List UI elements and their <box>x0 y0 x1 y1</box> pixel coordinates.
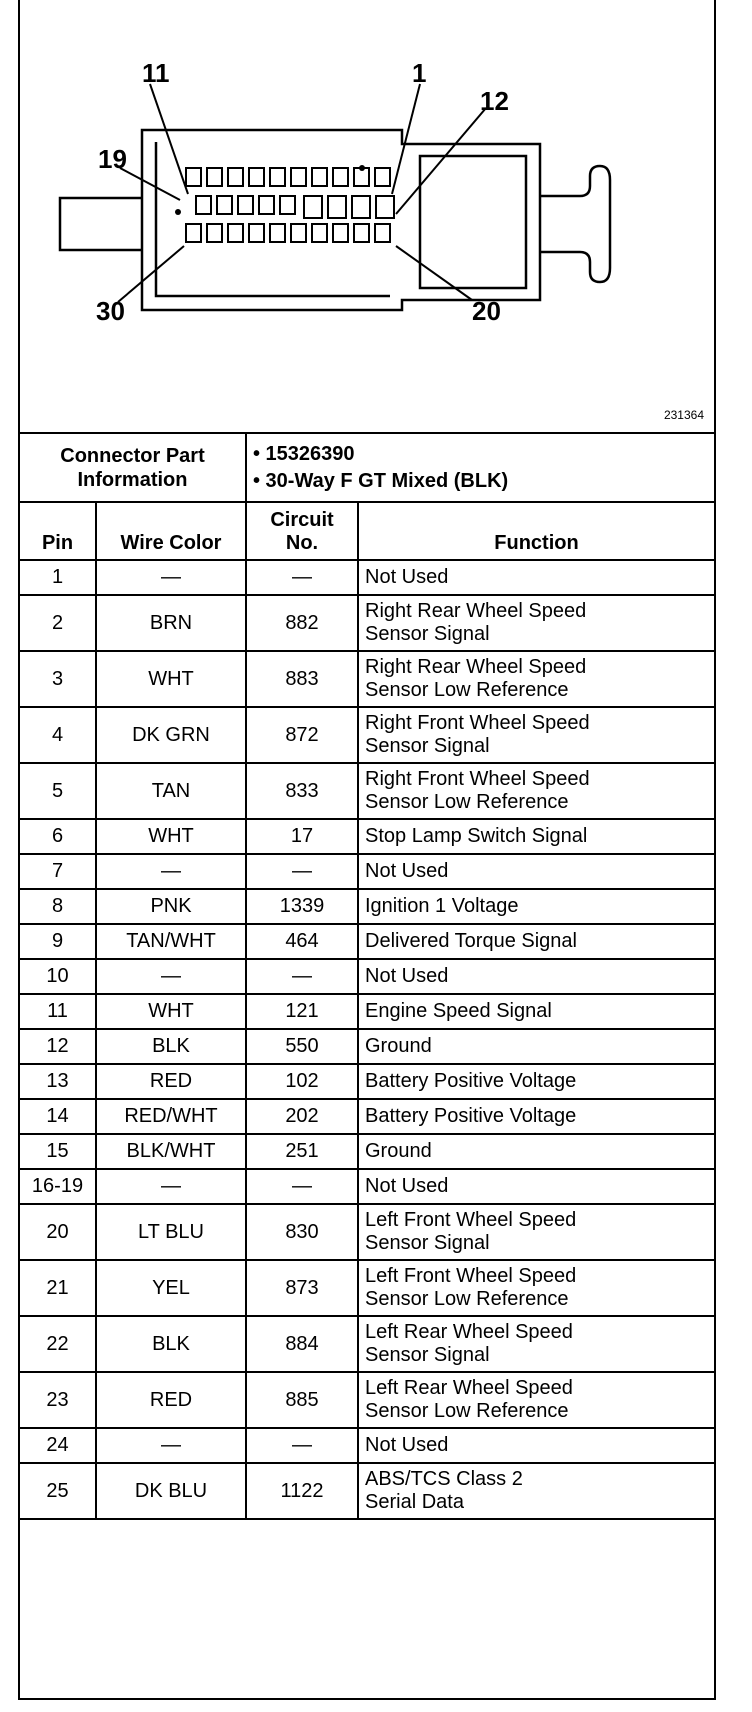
callout-leader-1 <box>392 84 420 194</box>
table-row <box>20 651 714 707</box>
pin-cell: 4 <box>20 707 96 763</box>
function-line: ABS/TCS Class 2 <box>365 1468 523 1490</box>
table-row <box>20 1064 714 1099</box>
pinout-table <box>20 434 714 1520</box>
function-cell <box>358 819 714 854</box>
circuit-cell: 17 <box>246 819 358 854</box>
wire-color-cell: TAN <box>96 763 246 819</box>
connector-diagram <box>20 0 714 434</box>
pin-cavity <box>333 168 348 186</box>
callout-label-12: 12 <box>480 86 509 116</box>
circuit-cell: 830 <box>246 1204 358 1260</box>
circuit-cell: 882 <box>246 595 358 651</box>
function-line: Battery Positive Voltage <box>365 1070 577 1092</box>
pin-cell: 22 <box>20 1316 96 1372</box>
pin-cavity <box>217 196 232 214</box>
function-cell <box>358 889 714 924</box>
function-cell <box>358 651 714 707</box>
wire-color-cell: WHT <box>96 994 246 1029</box>
function-cell <box>358 1372 714 1428</box>
function-cell <box>358 1169 714 1204</box>
table-row <box>20 994 714 1029</box>
table-row <box>20 959 714 994</box>
table-row <box>20 1463 714 1519</box>
pin-cavity <box>375 168 390 186</box>
callout-label-19: 19 <box>98 144 127 174</box>
circuit-cell: 833 <box>246 763 358 819</box>
pin-cell: 5 <box>20 763 96 819</box>
table-row <box>20 595 714 651</box>
header-wire-color: Wire Color <box>96 502 246 560</box>
function-line: Not Used <box>365 1175 449 1197</box>
circuit-cell: 1339 <box>246 889 358 924</box>
function-line: Sensor Low Reference <box>365 679 569 701</box>
wire-color-cell: BLK/WHT <box>96 1134 246 1169</box>
pin-cavity <box>352 196 370 218</box>
wire-color-cell: RED <box>96 1372 246 1428</box>
table-row <box>20 1204 714 1260</box>
connector-left-tab <box>60 198 142 250</box>
wire-color-cell: BLK <box>96 1316 246 1372</box>
callout-leader-19 <box>120 168 180 200</box>
pin-1-marker <box>359 165 365 171</box>
connector-sheet <box>18 0 716 1700</box>
pin-cavity <box>186 224 201 242</box>
circuit-cell: 883 <box>246 651 358 707</box>
wire-color-cell: PNK <box>96 889 246 924</box>
callout-label-30: 30 <box>96 296 125 326</box>
wire-color-cell: DK BLU <box>96 1463 246 1519</box>
pin-cavity <box>228 168 243 186</box>
function-line: Left Rear Wheel Speed <box>365 1321 573 1343</box>
wire-color-cell: — <box>96 1169 246 1204</box>
table-row <box>20 1316 714 1372</box>
function-line: Battery Positive Voltage <box>365 1105 577 1127</box>
wire-color-cell: TAN/WHT <box>96 924 246 959</box>
pin-cavity <box>270 168 285 186</box>
table-row <box>20 854 714 889</box>
pin-cell: 23 <box>20 1372 96 1428</box>
pin-cavity <box>249 224 264 242</box>
function-line: Right Front Wheel Speed <box>365 712 590 734</box>
pin-cavity <box>333 224 348 242</box>
function-line: Serial Data <box>365 1491 464 1513</box>
pin-cell: 2 <box>20 595 96 651</box>
circuit-cell: — <box>246 560 358 595</box>
header-circuit-no <box>246 502 358 560</box>
function-cell <box>358 994 714 1029</box>
pin-cavity <box>270 224 285 242</box>
function-line: Not Used <box>365 566 449 588</box>
pin-cavity <box>186 168 201 186</box>
pin-cavity <box>354 224 369 242</box>
circuit-cell: 872 <box>246 707 358 763</box>
function-line: Ground <box>365 1035 432 1057</box>
circuit-cell: 251 <box>246 1134 358 1169</box>
wire-color-cell: — <box>96 959 246 994</box>
callout-label-1: 1 <box>412 58 427 88</box>
pin-cell: 24 <box>20 1428 96 1463</box>
table-row <box>20 763 714 819</box>
function-cell <box>358 763 714 819</box>
wire-color-cell: WHT <box>96 651 246 707</box>
function-cell <box>358 924 714 959</box>
callout-label-20: 20 <box>472 296 501 326</box>
table-row <box>20 819 714 854</box>
pin-cavity <box>238 196 253 214</box>
function-cell <box>358 1064 714 1099</box>
function-cell <box>358 1204 714 1260</box>
table-row <box>20 1428 714 1463</box>
connector-info-values <box>246 434 714 502</box>
pin-cavity <box>375 224 390 242</box>
function-cell <box>358 1316 714 1372</box>
function-line: Left Front Wheel Speed <box>365 1209 577 1231</box>
pin-cavity <box>196 196 211 214</box>
circuit-cell: 121 <box>246 994 358 1029</box>
pin-cell: 1 <box>20 560 96 595</box>
circuit-cell: — <box>246 854 358 889</box>
table-row <box>20 1029 714 1064</box>
circuit-cell: 464 <box>246 924 358 959</box>
header-pin: Pin <box>20 502 96 560</box>
function-line: Sensor Low Reference <box>365 791 569 813</box>
function-line: Sensor Signal <box>365 1232 490 1254</box>
wire-color-cell: RED <box>96 1064 246 1099</box>
pin-cell: 13 <box>20 1064 96 1099</box>
function-cell <box>358 1134 714 1169</box>
pin-cavity <box>291 168 306 186</box>
pin-cell: 7 <box>20 854 96 889</box>
wire-color-cell: — <box>96 560 246 595</box>
circuit-cell: — <box>246 959 358 994</box>
function-line: Left Rear Wheel Speed <box>365 1377 573 1399</box>
pin-cavity <box>291 224 306 242</box>
callout-leader-30 <box>118 246 184 302</box>
connector-description: • 30-Way F GT Mixed (BLK) <box>253 469 509 492</box>
wire-color-cell: DK GRN <box>96 707 246 763</box>
connector-lock-tab <box>540 166 610 282</box>
pin-cavity <box>328 196 346 218</box>
function-cell <box>358 560 714 595</box>
function-line: Engine Speed Signal <box>365 1000 552 1022</box>
pin-cell: 10 <box>20 959 96 994</box>
connector-info-label <box>20 434 246 502</box>
pin-cavity <box>259 196 274 214</box>
function-cell <box>358 854 714 889</box>
callout-label-11: 11 <box>142 58 170 88</box>
circuit-cell: — <box>246 1169 358 1204</box>
table-row <box>20 1260 714 1316</box>
function-line: Ground <box>365 1140 432 1162</box>
pin-grid <box>186 168 394 242</box>
pin-cavity <box>312 168 327 186</box>
table-row <box>20 1372 714 1428</box>
pin-cavity <box>280 196 295 214</box>
table-header-row <box>20 502 714 560</box>
circuit-cell: 884 <box>246 1316 358 1372</box>
pin-cavity <box>304 196 322 218</box>
figure-id: 231364 <box>663 408 704 422</box>
pin-cell: 6 <box>20 819 96 854</box>
function-line: Right Front Wheel Speed <box>365 768 590 790</box>
table-row <box>20 1134 714 1169</box>
callout-leader-20 <box>396 246 472 300</box>
circuit-cell: 1122 <box>246 1463 358 1519</box>
header-function: Function <box>358 502 714 560</box>
wire-color-cell: BLK <box>96 1029 246 1064</box>
function-cell <box>358 959 714 994</box>
function-cell <box>358 1428 714 1463</box>
wire-color-cell: WHT <box>96 819 246 854</box>
pin-cell: 3 <box>20 651 96 707</box>
wire-color-cell: LT BLU <box>96 1204 246 1260</box>
pin-cell: 14 <box>20 1099 96 1134</box>
function-line: Not Used <box>365 1434 449 1456</box>
pin-cavity <box>228 224 243 242</box>
function-line: Stop Lamp Switch Signal <box>365 825 588 847</box>
function-line: Not Used <box>365 860 449 882</box>
connector-drawing <box>20 0 714 432</box>
wire-color-cell: — <box>96 854 246 889</box>
pin-cell: 21 <box>20 1260 96 1316</box>
pin-cell: 25 <box>20 1463 96 1519</box>
function-line: Not Used <box>365 965 449 987</box>
wire-color-cell: RED/WHT <box>96 1099 246 1134</box>
function-cell <box>358 1099 714 1134</box>
pin-cell: 15 <box>20 1134 96 1169</box>
table-row <box>20 889 714 924</box>
pin-cavity <box>312 224 327 242</box>
circuit-cell: 550 <box>246 1029 358 1064</box>
function-line: Sensor Signal <box>365 1344 490 1366</box>
function-cell <box>358 1029 714 1064</box>
table-row <box>20 1169 714 1204</box>
wire-color-cell: BRN <box>96 595 246 651</box>
wire-color-cell: YEL <box>96 1260 246 1316</box>
table-row <box>20 1099 714 1134</box>
function-line: Sensor Signal <box>365 623 490 645</box>
circuit-cell: — <box>246 1428 358 1463</box>
pin-cell: 12 <box>20 1029 96 1064</box>
header-circuit-line1: Circuit <box>270 509 334 531</box>
pin-cell: 16-19 <box>20 1169 96 1204</box>
function-line: Right Rear Wheel Speed <box>365 600 587 622</box>
function-line: Sensor Signal <box>365 735 490 757</box>
circuit-cell: 873 <box>246 1260 358 1316</box>
function-line: Right Rear Wheel Speed <box>365 656 587 678</box>
connector-info-row <box>20 434 714 502</box>
connector-part-number: • 15326390 <box>253 442 355 465</box>
function-cell <box>358 1463 714 1519</box>
connector-latch-frame <box>420 156 526 288</box>
function-line: Sensor Low Reference <box>365 1400 569 1422</box>
wire-color-cell: — <box>96 1428 246 1463</box>
pin-cavity <box>207 168 222 186</box>
pin-cell: 11 <box>20 994 96 1029</box>
header-circuit-line2: No. <box>285 532 319 554</box>
table-row <box>20 560 714 595</box>
connector-info-label-line1: Connector Part <box>60 444 205 467</box>
function-line: Sensor Low Reference <box>365 1288 569 1310</box>
pin-cavity <box>376 196 394 218</box>
table-row <box>20 924 714 959</box>
connector-info-label-line2: Information <box>77 468 188 491</box>
function-cell <box>358 595 714 651</box>
pin-cell: 9 <box>20 924 96 959</box>
pin-19-marker <box>175 209 181 215</box>
circuit-cell: 885 <box>246 1372 358 1428</box>
circuit-cell: 202 <box>246 1099 358 1134</box>
function-line: Ignition 1 Voltage <box>365 895 519 917</box>
circuit-cell: 102 <box>246 1064 358 1099</box>
function-line: Left Front Wheel Speed <box>365 1265 577 1287</box>
function-line: Delivered Torque Signal <box>365 930 577 952</box>
pin-cavity <box>249 168 264 186</box>
function-cell <box>358 1260 714 1316</box>
pin-cell: 20 <box>20 1204 96 1260</box>
pin-cell: 8 <box>20 889 96 924</box>
table-row <box>20 707 714 763</box>
pin-cavity <box>207 224 222 242</box>
function-cell <box>358 707 714 763</box>
